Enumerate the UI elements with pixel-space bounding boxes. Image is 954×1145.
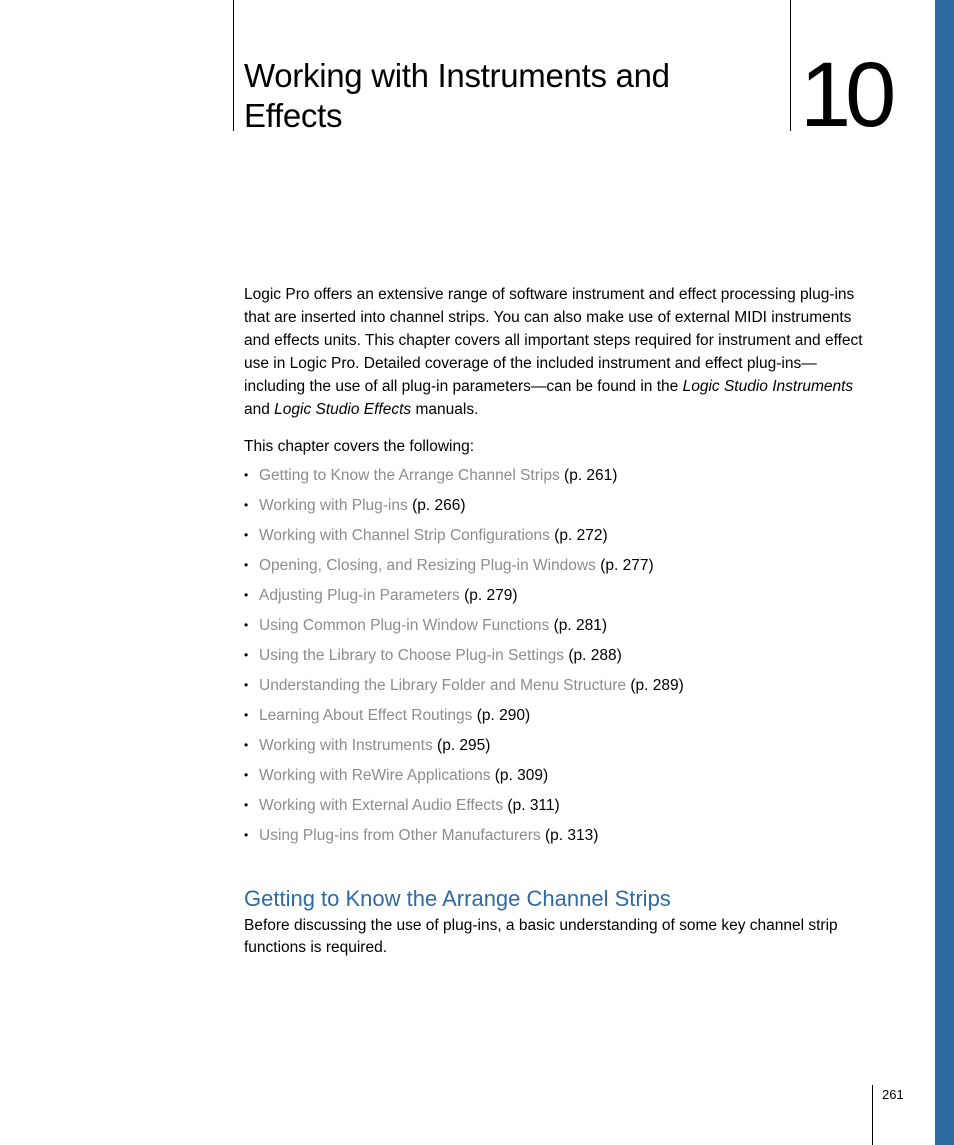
toc-item	[244, 794, 684, 824]
toc-item	[244, 824, 684, 854]
toc-page-ref: (p. 266)	[412, 497, 466, 514]
toc-item	[244, 584, 684, 614]
intro-tail: manuals.	[411, 401, 479, 418]
toc-page-ref: (p. 281)	[553, 617, 608, 634]
bullet-icon: •	[244, 528, 249, 542]
toc-item	[244, 674, 684, 704]
toc-page-ref: (p. 272)	[554, 527, 608, 544]
toc-page-ref: (p. 313)	[545, 827, 599, 844]
toc-item	[244, 464, 684, 494]
toc-page-ref: (p. 295)	[437, 737, 491, 754]
bullet-icon: •	[244, 588, 249, 602]
toc-link[interactable]: Working with Channel Strip Configurations	[259, 527, 550, 544]
header-rule-left	[233, 0, 234, 131]
toc-page-ref: (p. 290)	[476, 707, 531, 724]
toc-lead: This chapter covers the following:	[244, 438, 475, 455]
bullet-icon: •	[244, 828, 249, 842]
toc-page-ref: (p. 277)	[600, 557, 654, 574]
toc-link[interactable]: Working with Plug-ins	[259, 497, 408, 514]
page-number: 261	[882, 1087, 904, 1102]
bullet-icon: •	[244, 768, 249, 782]
chapter-number: 10	[800, 44, 891, 146]
bullet-icon: •	[244, 618, 249, 632]
bullet-icon: •	[244, 648, 249, 662]
footer-rule	[872, 1085, 873, 1145]
toc-item	[244, 644, 684, 674]
header-rule-right	[790, 0, 791, 131]
toc-link[interactable]: Working with External Audio Effects	[259, 797, 504, 814]
toc-page-ref: (p. 289)	[630, 677, 684, 694]
toc-page-ref: (p. 288)	[568, 647, 622, 664]
toc-item	[244, 734, 684, 764]
toc-item	[244, 524, 684, 554]
toc-link[interactable]: Using the Library to Choose Plug-in Settings	[259, 647, 564, 664]
toc-item	[244, 614, 684, 644]
bullet-icon: •	[244, 468, 249, 482]
toc-page-ref: (p. 279)	[464, 587, 518, 604]
toc-page-ref: (p. 261)	[564, 467, 618, 484]
intro-and: and	[244, 401, 275, 418]
toc-link[interactable]: Learning About Effect Routings	[259, 707, 473, 724]
toc-page-ref: (p. 309)	[494, 767, 549, 784]
toc-link[interactable]: Getting to Know the Arrange Channel Strips	[259, 467, 560, 484]
toc-link[interactable]: Working with ReWire Applications	[259, 767, 491, 784]
toc-item	[244, 704, 684, 734]
side-color-bar	[935, 0, 954, 1145]
bullet-icon: •	[244, 678, 249, 692]
chapter-toc-list	[244, 464, 684, 854]
bullet-icon: •	[244, 558, 249, 572]
toc-link[interactable]: Using Common Plug-in Window Functions	[259, 617, 550, 634]
toc-link[interactable]: Opening, Closing, and Resizing Plug-in Windows	[259, 557, 596, 574]
toc-item	[244, 764, 684, 794]
toc-link[interactable]: Understanding the Library Folder and Menu Structure	[259, 677, 627, 694]
bullet-icon: •	[244, 708, 249, 722]
toc-item	[244, 494, 684, 524]
manual-instruments-title: Logic Studio Instruments	[682, 378, 854, 395]
toc-item	[244, 554, 684, 584]
bullet-icon: •	[244, 798, 249, 812]
toc-link[interactable]: Adjusting Plug-in Parameters	[259, 587, 460, 604]
toc-page-ref: (p. 311)	[507, 797, 560, 814]
section-body: Before discussing the use of plug-ins, a basic understanding of some key channel strip functions is required.	[244, 917, 838, 956]
manual-effects-title: Logic Studio Effects	[274, 401, 412, 418]
toc-link[interactable]: Working with Instruments	[259, 737, 433, 754]
section-heading: Getting to Know the Arrange Channel Strips	[244, 886, 671, 911]
bullet-icon: •	[244, 498, 249, 512]
intro-paragraph	[244, 283, 876, 421]
intro-text: Logic Pro offers an extensive range of software instrument and effect processing plug-ins that are inserted into channel strips. You can also make use of external MIDI instruments and effects units. This chapter covers all important steps required for instrument and effect use in Logic Pro. Detailed coverage of the included instrument and effect plug-ins—including the use of all plug-in parameters—can be found in the	[244, 286, 863, 395]
chapter-title: Working with Instruments and Effects	[244, 57, 670, 134]
toc-link[interactable]: Using Plug-ins from Other Manufacturers	[259, 827, 541, 844]
bullet-icon: •	[244, 738, 249, 752]
